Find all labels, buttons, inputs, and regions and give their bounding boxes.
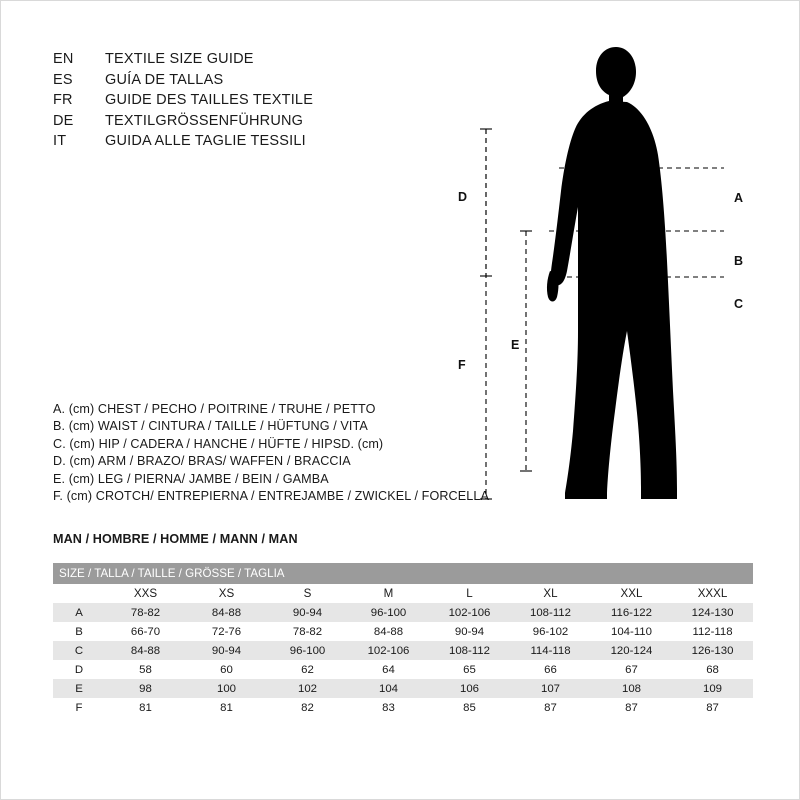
table-cell: 78-82 — [267, 622, 348, 641]
table-cell: 116-122 — [591, 603, 672, 622]
column-header: XS — [186, 584, 267, 603]
table-row — [53, 698, 753, 717]
table-cell: 102-106 — [429, 603, 510, 622]
row-label: E — [53, 679, 105, 698]
language-code: FR — [53, 92, 73, 108]
table-row — [53, 660, 753, 679]
table-cell: 83 — [348, 698, 429, 717]
table-cell: 108-112 — [429, 641, 510, 660]
table-cell: 100 — [186, 679, 267, 698]
table-cell: 81 — [186, 698, 267, 717]
table-cell: 98 — [105, 679, 186, 698]
dimension-ticks — [480, 129, 532, 499]
column-header: XXL — [591, 584, 672, 603]
table-cell: 96-102 — [510, 622, 591, 641]
legend-item: C. (cm) HIP / CADERA / HANCHE / HÜFTE / HIPSD. (cm) — [53, 436, 384, 451]
column-header: L — [429, 584, 510, 603]
table-header-title: SIZE / TALLA / TAILLE / GRÖSSE / TAGLIA — [53, 563, 753, 584]
dimension-label-d: D — [458, 190, 468, 204]
table-cell: 58 — [105, 660, 186, 679]
table-row — [53, 641, 753, 660]
table-cell: 87 — [510, 698, 591, 717]
table-cell: 102 — [267, 679, 348, 698]
table-cell: 84-88 — [186, 603, 267, 622]
table-cell: 78-82 — [105, 603, 186, 622]
size-table — [53, 563, 753, 717]
table-cell: 87 — [591, 698, 672, 717]
table-row — [53, 603, 753, 622]
language-code: DE — [53, 112, 74, 129]
table-cell: 84-88 — [348, 622, 429, 641]
column-header: XL — [510, 584, 591, 603]
legend-item: F. (cm) CROTCH/ ENTREPIERNA / ENTREJAMBE / ZWICKEL / FORCELLA — [53, 488, 489, 503]
language-title: TEXTILE SIZE GUIDE — [105, 51, 254, 67]
table-cell: 85 — [429, 698, 510, 717]
dimension-label-f: F — [458, 358, 466, 372]
row-label: B — [53, 622, 105, 641]
table-cell: 81 — [105, 698, 186, 717]
table-cell: 72-76 — [186, 622, 267, 641]
column-header: S — [267, 584, 348, 603]
table-cell: 96-100 — [267, 641, 348, 660]
row-label: D — [53, 660, 105, 679]
column-header: XXXL — [672, 584, 753, 603]
table-header-row — [53, 563, 753, 584]
language-title: GUIDE DES TAILLES TEXTILE — [105, 92, 314, 108]
row-label: A — [53, 603, 105, 622]
table-row — [53, 679, 753, 698]
table-row — [53, 622, 753, 641]
size-table-wrapper — [53, 563, 753, 717]
dimension-label-a: A — [734, 191, 744, 205]
table-cell: 120-124 — [591, 641, 672, 660]
table-cell: 90-94 — [267, 603, 348, 622]
language-row — [53, 133, 313, 154]
language-title: GUÍA DE TALLAS — [105, 71, 224, 88]
table-cell: 66 — [510, 660, 591, 679]
table-cell: 107 — [510, 679, 591, 698]
table-cell: 106 — [429, 679, 510, 698]
table-cell: 109 — [672, 679, 753, 698]
table-cell: 108-112 — [510, 603, 591, 622]
table-cell: 62 — [267, 660, 348, 679]
row-label: C — [53, 641, 105, 660]
dimension-label-b: B — [734, 254, 744, 268]
table-cell: 104-110 — [591, 622, 672, 641]
table-cell: 60 — [186, 660, 267, 679]
table-cell: 82 — [267, 698, 348, 717]
legend-item: A. (cm) CHEST / PECHO / POITRINE / TRUHE / PETTO — [53, 402, 376, 416]
table-cell: 64 — [348, 660, 429, 679]
table-cell: 104 — [348, 679, 429, 698]
language-row — [53, 113, 313, 134]
table-cell: 90-94 — [429, 622, 510, 641]
language-title: GUIDA ALLE TAGLIE TESSILI — [105, 133, 306, 149]
table-cell: 66-70 — [105, 622, 186, 641]
table-cell: 68 — [672, 660, 753, 679]
legend-subject: MAN / HOMBRE / HOMME / MANN / MAN — [53, 532, 298, 546]
table-cell: 126-130 — [672, 641, 753, 660]
row-label: F — [53, 698, 105, 717]
legend-item: B. (cm) WAIST / CINTURA / TAILLE / HÜFTUNG / VITA — [53, 419, 368, 434]
dimension-label-e: E — [511, 338, 520, 352]
body-silhouette-svg — [431, 31, 761, 531]
body-diagram — [431, 31, 761, 531]
table-cell: 67 — [591, 660, 672, 679]
table-cell: 114-118 — [510, 641, 591, 660]
table-cell: 112-118 — [672, 622, 753, 641]
language-code: EN — [53, 51, 74, 67]
table-cell: 87 — [672, 698, 753, 717]
dimension-label-c: C — [734, 297, 744, 311]
language-row — [53, 92, 313, 113]
table-cell: 96-100 — [348, 603, 429, 622]
table-cell: 90-94 — [186, 641, 267, 660]
table-cell: 84-88 — [105, 641, 186, 660]
legend-item: D. (cm) ARM / BRAZO/ BRAS/ WAFFEN / BRACCIA — [53, 454, 351, 469]
table-cell: 102-106 — [348, 641, 429, 660]
language-row — [53, 51, 313, 72]
language-code: IT — [53, 133, 67, 149]
column-header — [53, 584, 105, 603]
table-cell: 124-130 — [672, 603, 753, 622]
language-title: TEXTILGRÖSSENFÜHRUNG — [105, 112, 304, 129]
table-cell: 108 — [591, 679, 672, 698]
column-header: XXS — [105, 584, 186, 603]
column-header: M — [348, 584, 429, 603]
language-code: ES — [53, 71, 73, 88]
man-silhouette — [547, 47, 677, 499]
table-cell: 65 — [429, 660, 510, 679]
measurement-legend — [53, 402, 489, 506]
table-column-row — [53, 584, 753, 603]
language-titles — [53, 51, 313, 154]
language-row — [53, 72, 313, 93]
legend-item: E. (cm) LEG / PIERNA/ JAMBE / BEIN / GAMBA — [53, 471, 329, 486]
